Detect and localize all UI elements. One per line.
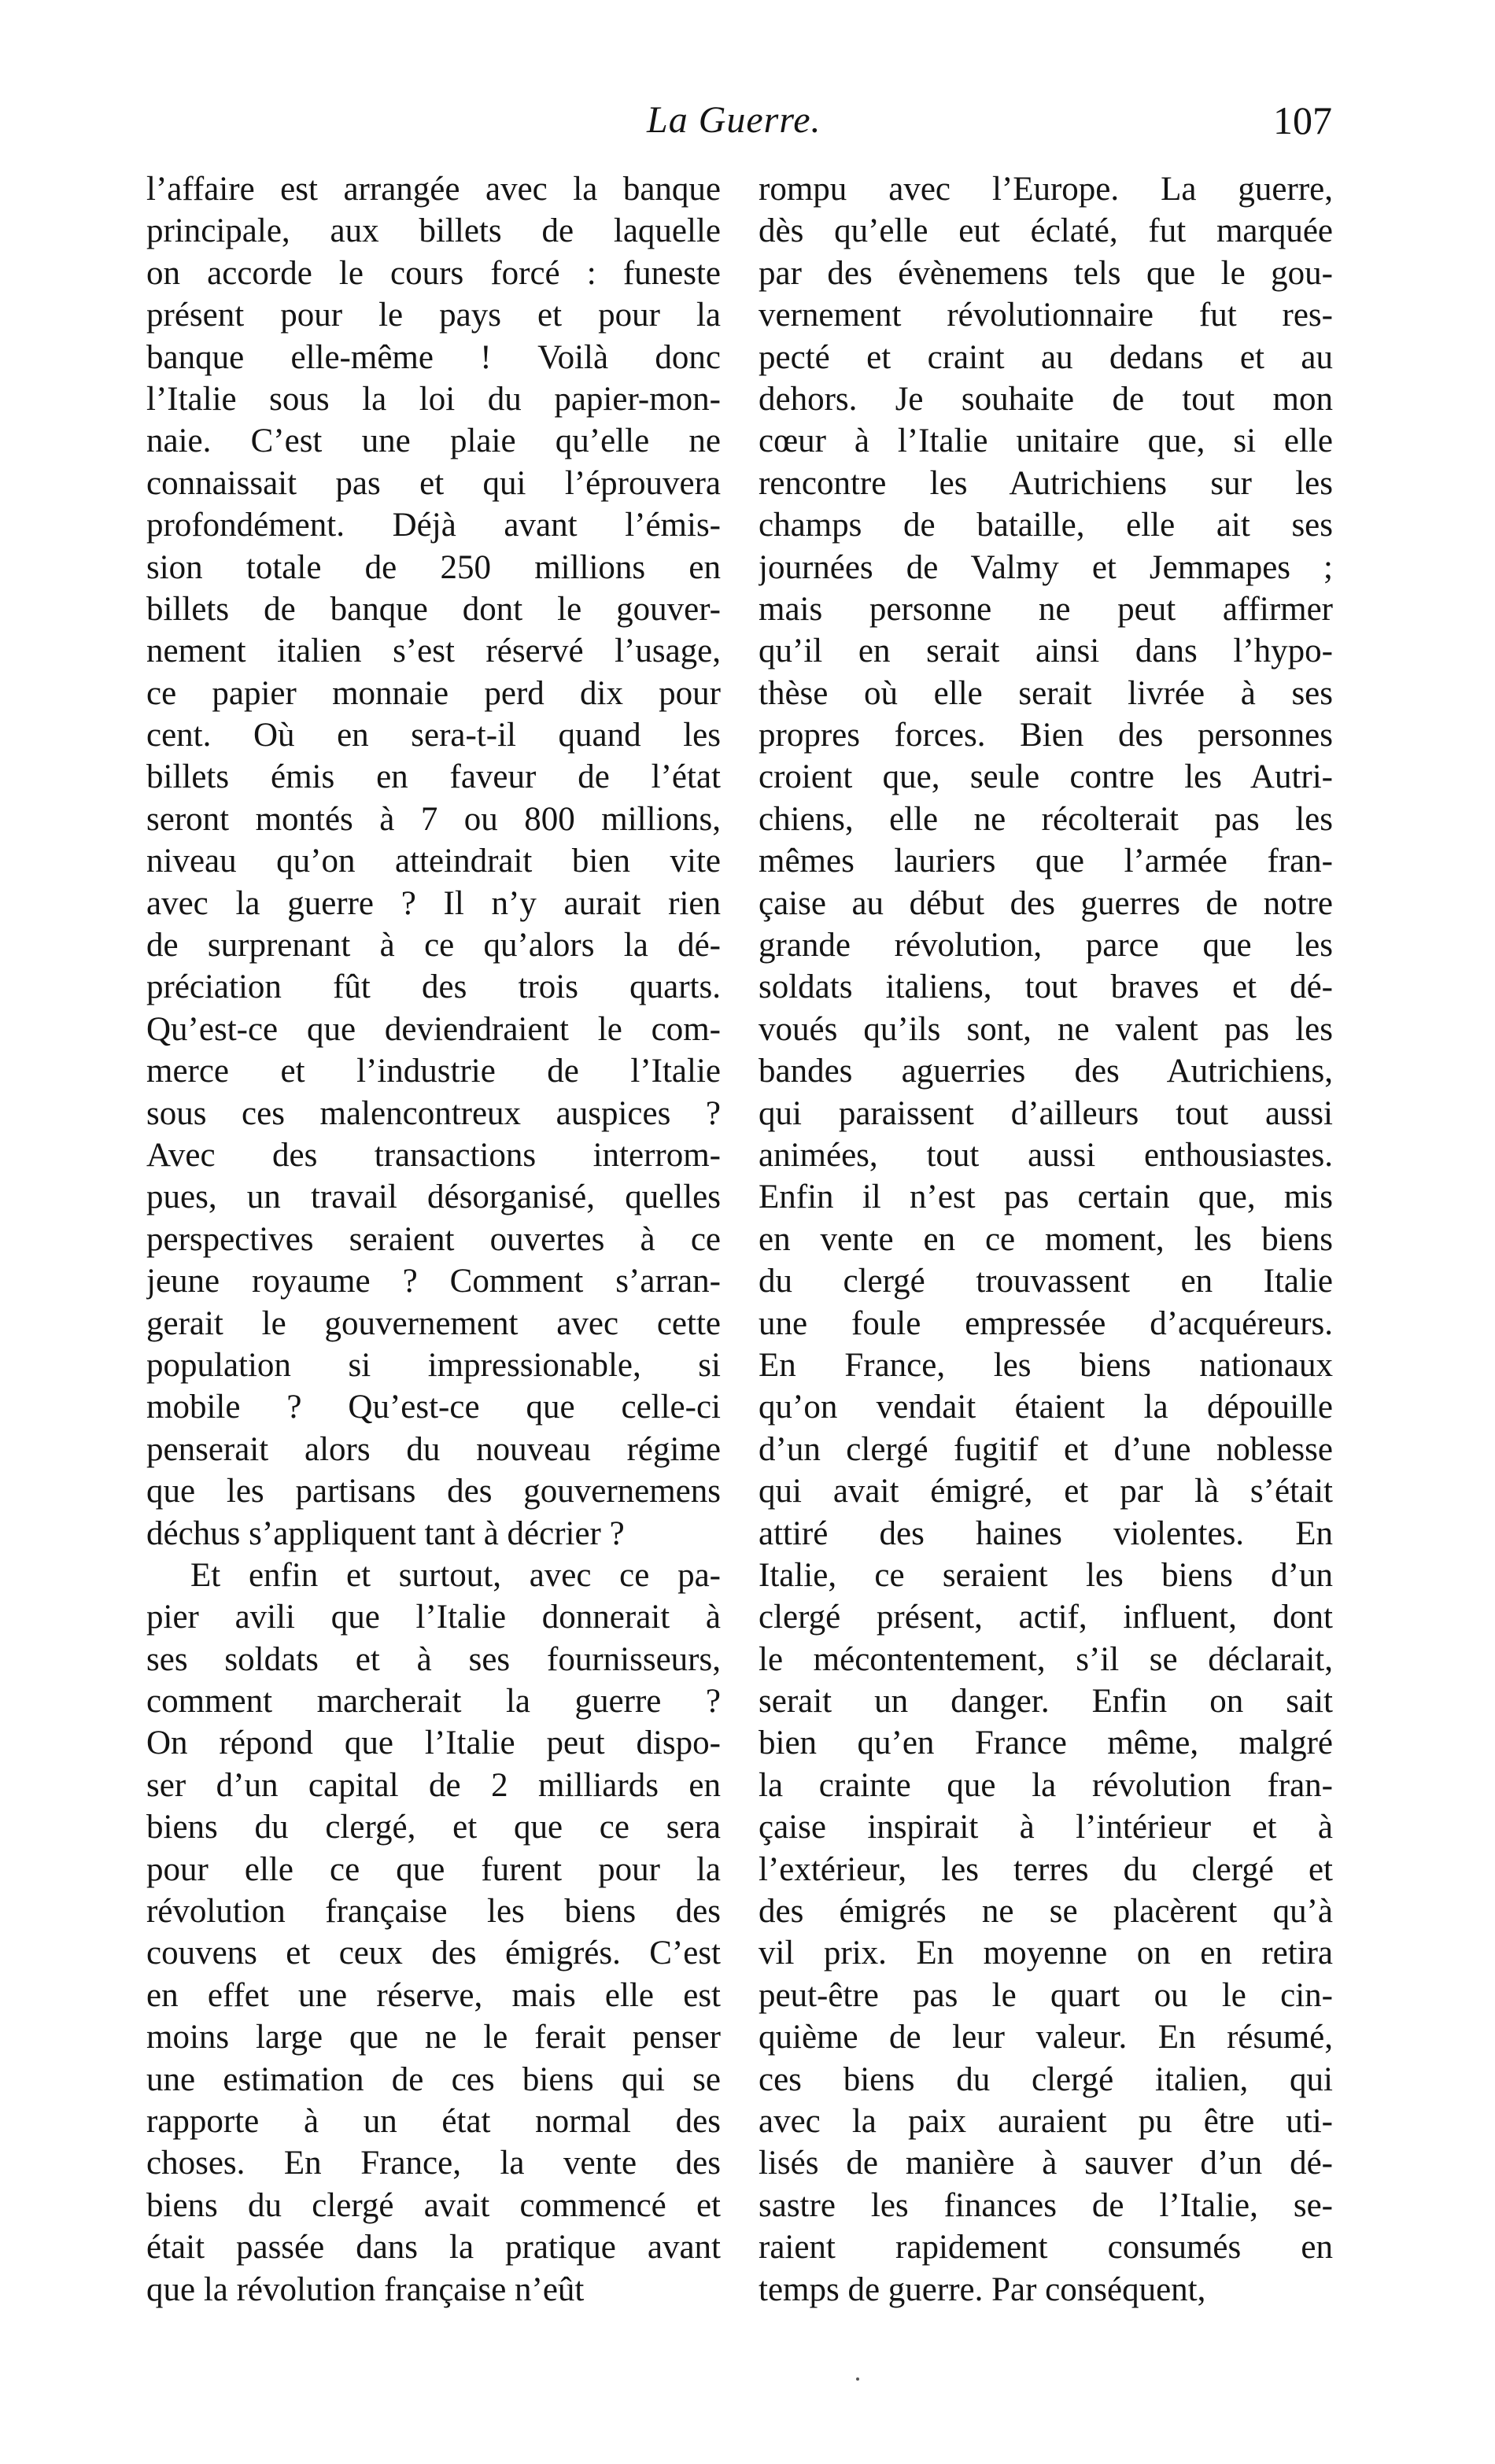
text-line: par des évènemens tels que le gou- <box>759 254 1333 292</box>
text-line: clergé présent, actif, influent, dont <box>759 1599 1333 1636</box>
text-line: dès qu’elle eut éclaté, fut marquée <box>759 212 1333 250</box>
left-column <box>146 168 721 2311</box>
text-line: croient que, seule contre les Autri- <box>759 758 1333 796</box>
text-line: perspectives seraient ouvertes à ce <box>146 1220 721 1258</box>
text-line: naie. C’est une plaie qu’elle ne <box>146 422 721 460</box>
text-line: grande révolution, parce que les <box>759 927 1333 965</box>
text-line: soldats italiens, tout braves et dé- <box>759 968 1333 1006</box>
text-line: animées, tout aussi enthousiastes. <box>759 1136 1333 1174</box>
running-head <box>0 93 1495 148</box>
text-line: ses soldats et à ses fournisseurs, <box>146 1640 721 1678</box>
text-line: lisés de manière à sauver d’un dé- <box>759 2145 1333 2182</box>
text-line: En France, les biens nationaux <box>759 1346 1333 1384</box>
text-line: nement italien s’est réservé l’usage, <box>146 633 721 670</box>
text-line: en effet une réserve, mais elle est <box>146 1976 721 2014</box>
text-line: merce et l’industrie de l’Italie <box>146 1053 721 1090</box>
text-line: choses. En France, la vente des <box>146 2145 721 2182</box>
text-line: déchus s’appliquent tant à décrier ? <box>146 1514 625 1552</box>
text-line: le mécontentement, s’il se déclarait, <box>759 1640 1333 1678</box>
text-line: pour elle ce que furent pour la <box>146 1850 721 1888</box>
text-line: qui paraissent d’ailleurs tout aussi <box>759 1094 1333 1132</box>
text-line: sion totale de 250 millions en <box>146 548 721 586</box>
text-line: journées de Valmy et Jemmapes ; <box>759 548 1333 586</box>
print-speck <box>856 2377 859 2381</box>
text-line: rencontre les Autrichiens sur les <box>759 464 1333 502</box>
right-column <box>759 168 1333 2311</box>
text-line: était passée dans la pratique avant <box>146 2229 721 2267</box>
text-line: Et enfin et surtout, avec ce pa- <box>190 1556 721 1594</box>
text-line: l’extérieur, les terres du clergé et <box>759 1850 1333 1888</box>
text-line: On répond que l’Italie peut dispo- <box>146 1724 721 1762</box>
text-line: sous ces malencontreux auspices ? <box>146 1094 721 1132</box>
text-line: avec la paix auraient pu être uti- <box>759 2102 1333 2140</box>
text-line: dehors. Je souhaite de tout mon <box>759 380 1333 418</box>
text-line: raient rapidement consumés en <box>759 2229 1333 2267</box>
text-line: population si impressionable, si <box>146 1346 721 1384</box>
text-line: serait un danger. Enfin on sait <box>759 1683 1333 1721</box>
text-line: bandes aguerries des Autrichiens, <box>759 1053 1333 1090</box>
text-line: en vente en ce moment, les biens <box>759 1220 1333 1258</box>
text-line: présent pour le pays et pour la <box>146 297 721 334</box>
text-line: pues, un travail désorganisé, quelles <box>146 1179 721 1216</box>
text-line: connaissait pas et qui l’éprouvera <box>146 464 721 502</box>
text-line: la crainte que la révolution fran- <box>759 1766 1333 1804</box>
text-line: une foule empressée d’acquéreurs. <box>759 1304 1333 1342</box>
text-line: d’un clergé fugitif et d’une noblesse <box>759 1430 1333 1468</box>
text-line: qui avait émigré, et par là s’était <box>759 1473 1333 1510</box>
text-line: couvens et ceux des émigrés. C’est <box>146 1935 721 1972</box>
text-line: Italie, ce seraient les biens d’un <box>759 1556 1333 1594</box>
text-line: rompu avec l’Europe. La guerre, <box>759 171 1333 208</box>
text-line: l’Italie sous la loi du papier-mon- <box>146 380 721 418</box>
text-line: seront montés à 7 ou 800 millions, <box>146 800 721 838</box>
text-line: qu’on vendait étaient la dépouille <box>759 1389 1333 1426</box>
text-line: Qu’est-ce que deviendraient le com- <box>146 1010 721 1048</box>
text-line: Enfin il n’est pas certain que, mis <box>759 1179 1333 1216</box>
text-line: niveau qu’on atteindrait bien vite <box>146 843 721 880</box>
text-line: propres forces. Bien des personnes <box>759 717 1333 754</box>
text-line: que la révolution française n’eût <box>146 2270 585 2308</box>
text-line: ser d’un capital de 2 milliards en <box>146 1766 721 1804</box>
text-line: mais personne ne peut affirmer <box>759 590 1333 628</box>
text-line: vernement révolutionnaire fut res- <box>759 297 1333 334</box>
text-line: révolution française les biens des <box>146 1893 721 1931</box>
text-line: biens du clergé avait commencé et <box>146 2186 721 2224</box>
text-line: on accorde le cours forcé : funeste <box>146 254 721 292</box>
text-line: chiens, elle ne récolterait pas les <box>759 800 1333 838</box>
text-line: sastre les finances de l’Italie, se- <box>759 2186 1333 2224</box>
text-line: quième de leur valeur. En résumé, <box>759 2019 1333 2056</box>
text-line: cœur à l’Italie unitaire que, si elle <box>759 422 1333 460</box>
running-title: La Guerre. <box>647 99 821 141</box>
text-line: principale, aux billets de laquelle <box>146 212 721 250</box>
text-line: billets de banque dont le gouver- <box>146 590 721 628</box>
text-line: moins large que ne le ferait penser <box>146 2019 721 2056</box>
text-line: çaise inspirait à l’intérieur et à <box>759 1809 1333 1846</box>
text-line: attiré des haines violentes. En <box>759 1514 1333 1552</box>
text-line: jeune royaume ? Comment s’arran- <box>146 1263 721 1300</box>
text-line: thèse où elle serait livrée à ses <box>759 674 1333 712</box>
text-line: rapporte à un état normal des <box>146 2102 721 2140</box>
text-line: mêmes lauriers que l’armée fran- <box>759 843 1333 880</box>
text-line: l’affaire est arrangée avec la banque <box>146 171 721 208</box>
text-line: qu’il en serait ainsi dans l’hypo- <box>759 633 1333 670</box>
text-line: des émigrés ne se placèrent qu’à <box>759 1893 1333 1931</box>
text-line: mobile ? Qu’est-ce que celle-ci <box>146 1389 721 1426</box>
text-line: profondément. Déjà avant l’émis- <box>146 507 721 544</box>
text-line: comment marcherait la guerre ? <box>146 1683 721 1721</box>
text-line: une estimation de ces biens qui se <box>146 2060 721 2098</box>
text-line: cent. Où en sera-t-il quand les <box>146 717 721 754</box>
text-line: champs de bataille, elle ait ses <box>759 507 1333 544</box>
text-line: avec la guerre ? Il n’y aurait rien <box>146 884 721 922</box>
text-line: peut-être pas le quart ou le cin- <box>759 1976 1333 2014</box>
text-line: Avec des transactions interrom- <box>146 1136 721 1174</box>
text-line: bien qu’en France même, malgré <box>759 1724 1333 1762</box>
text-line: banque elle-même ! Voilà donc <box>146 338 721 376</box>
page-number: 107 <box>1273 98 1332 142</box>
text-line: pier avili que l’Italie donnerait à <box>146 1599 721 1636</box>
text-line: temps de guerre. Par conséquent, <box>759 2270 1206 2308</box>
text-line: voués qu’ils sont, ne valent pas les <box>759 1010 1333 1048</box>
text-line: ce papier monnaie perd dix pour <box>146 674 721 712</box>
text-line: vil prix. En moyenne on en retira <box>759 1935 1333 1972</box>
text-line: billets émis en faveur de l’état <box>146 758 721 796</box>
text-line: de surprenant à ce qu’alors la dé- <box>146 927 721 965</box>
text-line: çaise au début des guerres de notre <box>759 884 1333 922</box>
text-line: biens du clergé, et que ce sera <box>146 1809 721 1846</box>
text-line: pecté et craint au dedans et au <box>759 338 1333 376</box>
text-line: préciation fût des trois quarts. <box>146 968 721 1006</box>
text-line: du clergé trouvassent en Italie <box>759 1263 1333 1300</box>
text-line: que les partisans des gouvernemens <box>146 1473 721 1510</box>
text-line: gerait le gouvernement avec cette <box>146 1304 721 1342</box>
text-line: penserait alors du nouveau régime <box>146 1430 721 1468</box>
text-line: ces biens du clergé italien, qui <box>759 2060 1333 2098</box>
